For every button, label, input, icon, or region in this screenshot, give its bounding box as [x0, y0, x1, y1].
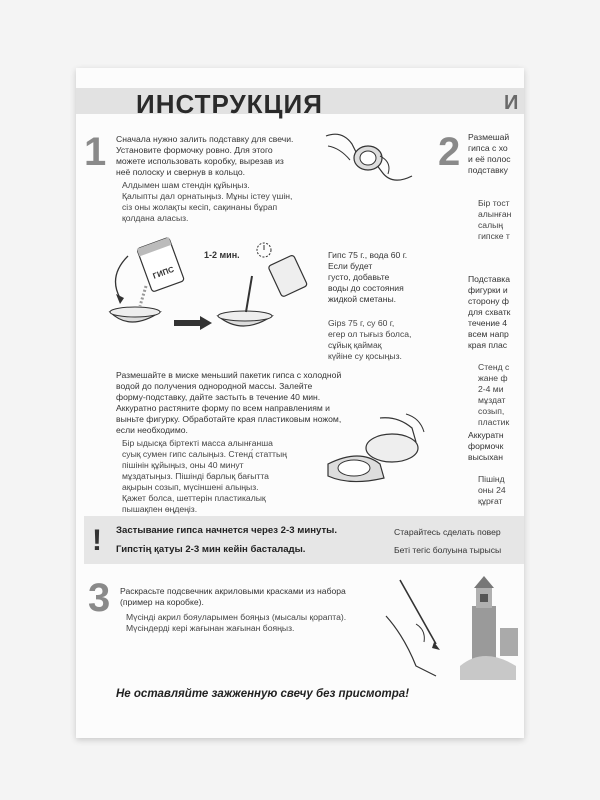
warning-band — [84, 516, 524, 564]
step-2-text-kz-c: Пішінд оны 24 құрғат — [478, 474, 506, 506]
step-3-text-ru: Раскрасьте подсвечник акриловыми красками из набора (пример на коробке). — [120, 586, 346, 607]
warning-right-kz: Беті тегіс болуына тырысы — [394, 545, 502, 555]
warning-icon: ! — [92, 524, 102, 557]
step-3-number: 3 — [88, 576, 111, 620]
step-2-number: 2 — [438, 130, 461, 174]
step-2-text-kz-a: Бір тост алынған салың гипске т — [478, 198, 512, 241]
mix-text-kz: Бір ыдысқа біртекті масса алынғанша суық сумен гипс салыңыз. Стенд́ статтың пішінін құйыңыз, оны 40 минут мұздатыңыз. Пішінді барлық бағытта ақырын созып, мүсіншені алыңыз. Қажет болса, шеттерін пластикалық пышақпен өңдеңіз. — [122, 438, 287, 514]
warning-text-ru: Застывание гипса начнется через 2-3 минуты. — [116, 525, 338, 536]
mold-illustration — [320, 408, 430, 488]
step-2-text-ru-c: Аккуратн формочк высыхан — [468, 430, 504, 462]
step-1-text-ru: Сначала нужно залить подставку для свечи. Установите формочку ровно. Для этого можете использовать коробку, вырезав из неё полоску и свернув в кольцо. — [116, 134, 294, 177]
footer-warning: Не оставляйте зажженную свечу без присмотра! — [116, 688, 410, 700]
page-title: ИНСТРУКЦИЯ — [136, 89, 323, 119]
painting-illustration — [376, 576, 524, 684]
hands-ring-illustration — [322, 126, 418, 192]
step-1-number: 1 — [84, 130, 107, 174]
step-2-text-kz-b: Стенд с жане ф 2-4 ми мұздат созып, пластик — [478, 362, 510, 427]
instruction-sheet — [76, 68, 524, 738]
warning-text-kz: Гипстің қатуы 2-3 мин кейін басталады. — [116, 544, 306, 555]
ratio-text-ru: Гипс 75 г., вода 60 г. Если будет густо, добавьте воды до состояния жидкой сметаны. — [328, 250, 408, 304]
step-2-text-ru-b: Подставка фигурки и сторону ф для схватк течение 4 всем напр края плас — [468, 274, 511, 350]
step-3-text-kz: Мүсінді акрил бояуларымен бояңыз (мысалы қорапта). Мүсіндерді кері жағынан жағынан бояңыз. — [126, 612, 347, 633]
warning-right-ru: Старайтесь сделать повер — [394, 527, 501, 537]
time-label: 1-2 мин. — [204, 250, 240, 260]
page-title-cut: И — [504, 92, 519, 114]
ratio-text-kz: Gips 75 г, су 60 г, егер ол тығыз болса, сұйық қаймақ күйіне су қосыңыз. — [328, 318, 412, 361]
step-2-text-ru-a: Размешай гипса с хо и её полос подставку — [468, 132, 511, 175]
bag-label: ГИПС — [151, 264, 176, 281]
step-1-text-kz: Алдымен шам стендін құйыңыз. Қалыпты дал орнатыңыз. Мұны істеу үшін, сіз оны жолақты кесіп, сақинаны бұрап қолдана аласыз. — [122, 180, 293, 223]
mix-text-ru: Размешайте в миске меньший пакетик гипса с холодной водой до получения однородной массы. Залейте форму-подставку, дайте застыть в течение 40 мин. Аккуратно растяните форму по всем направлениям и выньте фигурку. Обработайте края пластиковым ножом, если необходимо. — [116, 370, 342, 435]
